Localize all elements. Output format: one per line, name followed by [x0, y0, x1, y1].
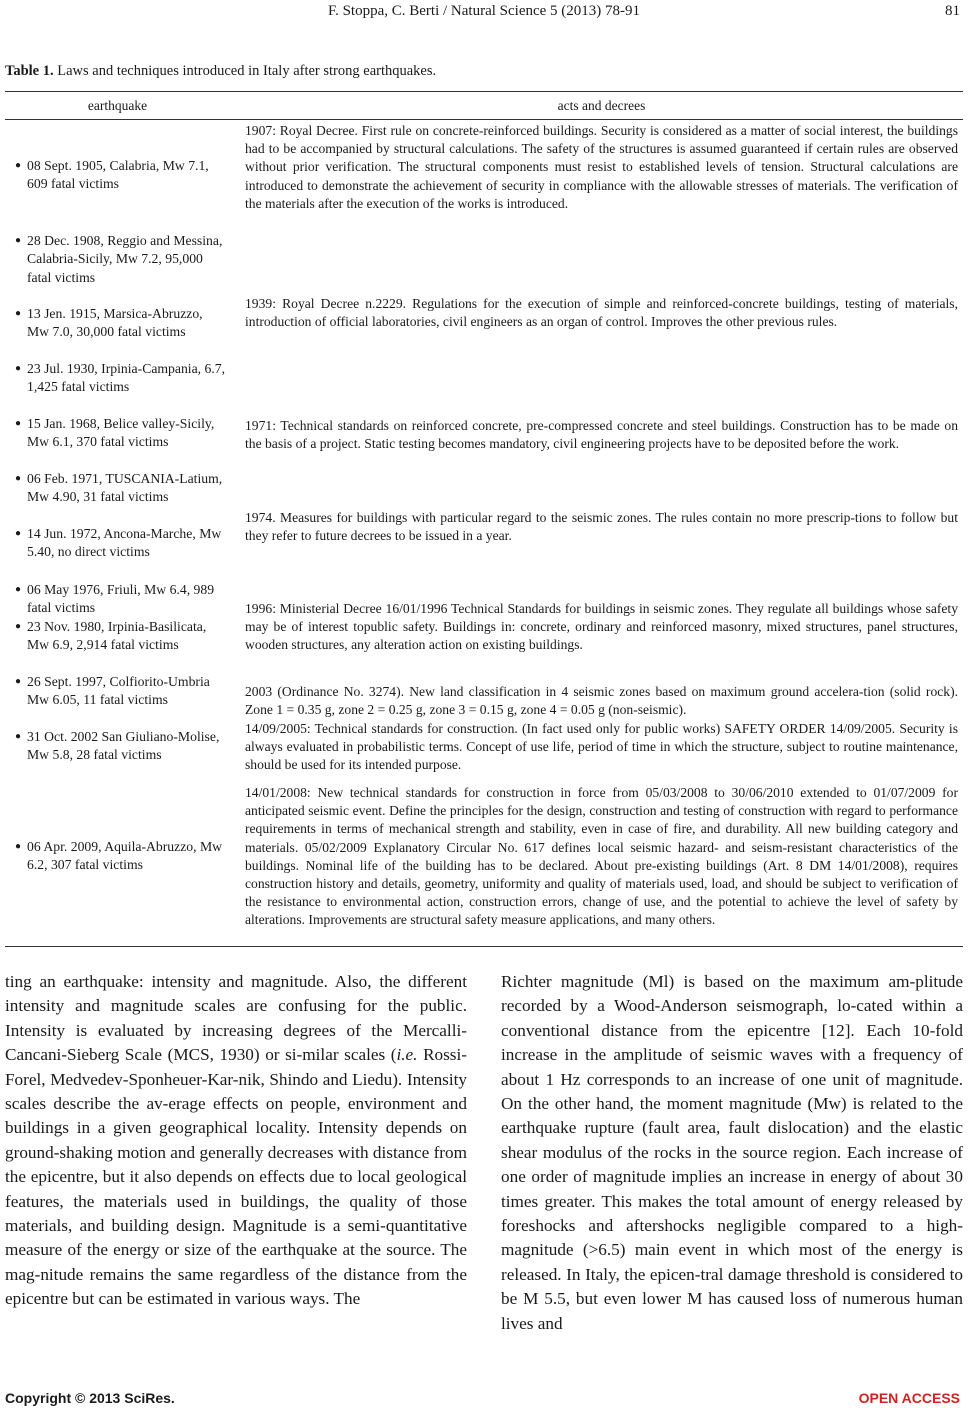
page-footer	[5, 1390, 960, 1412]
earthquake-item: ● 23 Jul. 1930, Irpinia-Campania, 6.7, 1,425 fatal victims	[15, 361, 226, 395]
earthquake-item: ● 06 Feb. 1971, TUSCANIA-Latium, Mw 4.90, 31 fatal victims	[15, 471, 223, 505]
bullet-icon: ●	[15, 528, 22, 539]
act-entry: 1971: Technical standards on reinforced concrete, pre-compressed concrete and steel buildings. Construction has to be made on the basis of a project. Static testing becomes mandatory, civil engineering projects have to be deposited before the work.	[245, 418, 958, 452]
bullet-icon: ●	[15, 363, 22, 374]
page-number: 81	[945, 3, 960, 19]
earthquake-item: ● 23 Nov. 1980, Irpinia-Basilicata, Mw 6.9, 2,914 fatal victims	[15, 619, 207, 653]
bullet-icon: ●	[15, 473, 22, 484]
column-header-acts: acts and decrees	[557, 98, 646, 113]
act-entry: 2003 (Ordinance No. 3274). New land classification in 4 seismic zones based on maximum ground accelera-tion (solid rock). Zone 1 = 0.35 g, zone 2 = 0.25 g, zone 3 = 0.15 g, zone 4 = 0.05 g (non-seismic).	[245, 684, 958, 718]
earthquake-item: ● 28 Dec. 1908, Reggio and Messina, Calabria-Sicily, Mw 7.2, 95,000 fatal victims	[15, 233, 223, 285]
table-header-row	[5, 92, 963, 120]
earthquake-item: ● 15 Jan. 1968, Belice valley-Sicily, Mw 6.1, 370 fatal victims	[15, 416, 215, 450]
table-body	[5, 120, 963, 946]
act-entry: 1907: Royal Decree. First rule on concrete-reinforced buildings. Security is considered as a matter of social interest, the buildings had to be accompanied by structural calculations. The safety of the structures is assumed guaranteed if certain rules are observed without prior verification. The structural components must resist to established levels of tension. Structural calculations are introduced to demonstrate the achievement of security in compliance with the allowable stresses of materials. The verification of the materials after the execution of the works is introduced.	[245, 123, 958, 211]
earthquake-item: ● 06 May 1976, Friuli, Mw 6.4, 989 fatal victims	[15, 582, 215, 616]
bullet-icon: ●	[15, 584, 22, 595]
bullet-icon: ●	[15, 308, 22, 319]
bullet-icon: ●	[15, 731, 22, 742]
bullet-icon: ●	[15, 841, 22, 852]
body-column-right: Richter magnitude (Ml) is based on the maximum am-plitude recorded by a Wood-Anderson seismograph, lo-cated within a conventional distance from the epicentre [12]. Each 10-fold increase in the amplitude of seismic waves with a frequency of about 1 Hz corresponds to an increase of one unit of magnitude. On the other hand, the moment magnitude (Mw) is related to the earthquake rupture (fault area, fault dislocation) and the elastic shear modulus of the rocks in the source region. Each increase of one order of magnitude implies an increase in energy of about 30 times greater. This makes the total amount of energy released by foreshocks and aftershocks negligible compared to a high-magnitude (>6.5) main event in which most of the energy is released. In Italy, the epicen-tral damage threshold is considered to be M 5.5, but even lower M has caused loss of numerous human lives and	[501, 972, 963, 1333]
earthquake-item: ● 14 Jun. 1972, Ancona-Marche, Mw 5.40, no direct victims	[15, 526, 222, 560]
laws-table	[5, 91, 963, 947]
table-caption-text: Laws and techniques introduced in Italy after strong earthquakes.	[53, 63, 437, 79]
earthquake-item: ● 26 Sept. 1997, Colfiorito-Umbria Mw 6.05, 11 fatal victims	[15, 674, 210, 708]
earthquake-item: ● 31 Oct. 2002 San Giuliano-Molise, Mw 5.8, 28 fatal victims	[15, 729, 220, 763]
bullet-icon: ●	[15, 418, 22, 429]
act-entry: 14/01/2008: New technical standards for construction in force from 05/03/2008 to 30/06/2010 extended to 01/07/2009 for anticipated seismic event. Define the principles for the design, construction and testing of construction with regard to performance requirements in terms of mechanical strength and stability, even in case of fire, and durability. All new building category and materials. 05/02/2009 Explanatory Circular No. 617 defines local seismic hazard- and seism-resistant characteristics of the buildings. Nominal life of the building has to be declared. About pre-existing buildings (Art. 8 DM 14/01/2008), requires construction history and details, geometry, uniformity and quality of materials used, load, and should be subject to verification of the resistance to environmental action, construction errors, change of use, and the potential to achieve the level of safety by alterations. Improvements are structural safety measure applications, and many others.	[245, 785, 958, 928]
bullet-icon: ●	[15, 676, 22, 687]
running-title: F. Stoppa, C. Berti / Natural Science 5 (2013) 78-91	[327, 3, 641, 19]
running-header	[0, 0, 968, 24]
bullet-icon: ●	[15, 160, 22, 171]
act-entry: 14/09/2005: Technical standards for construction. (In fact used only for public works) SAFETY ORDER 14/09/2005. Security is always evaluated in probabilistic terms. Concept of use life, period of time in which the structure, subject to routine maintenance, should be used for its intended purpose.	[245, 721, 958, 773]
body-column-left: ting an earthquake: intensity and magnitude. Also, the different intensity and magnitude scales are confusing for the public. Intensity is evaluated by increasing degrees of the Mercalli-Cancani-Sieberg Scale (MCS, 1930) or si-milar scales (i.e. Rossi-Forel, Medvedev-Sponheuer-Kar-nik, Shindo and Liedu). Intensity scales describe the av-erage effects on people, environment and buildings in a given geographical locality. Intensity depends on ground-shaking motion and generally decreases with distance from the epicentre, but it also depends on effects due to local geological features, the materials used in buildings, the quality of those materials, and building design. Magnitude is a semi-quantitative measure of the energy or size of the earthquake at the source. The mag-nitude remains the same regardless of the distance from the epicentre but can be estimated in various ways. The	[5, 972, 467, 1309]
copyright-notice: Copyright © 2013 SciRes.	[5, 1390, 175, 1406]
bullet-icon: ●	[15, 235, 22, 246]
table-caption-label: Table 1.	[5, 63, 54, 79]
open-access-label: OPEN ACCESS	[858, 1390, 960, 1406]
bullet-icon: ●	[15, 621, 22, 632]
act-entry: 1939: Royal Decree n.2229. Regulations for the execution of simple and reinforced-concrete buildings, testing of materials, introduction of official laboratories, civil engineers as an organ of control. Improves the other previous rules.	[245, 296, 958, 330]
table-caption	[5, 63, 436, 80]
emphasis-ie: i.e.	[396, 1045, 418, 1065]
column-header-earthquake: earthquake	[87, 98, 148, 113]
earthquake-item: ● 13 Jen. 1915, Marsica-Abruzzo, Mw 7.0, 30,000 fatal victims	[15, 306, 203, 340]
earthquake-item: ● 08 Sept. 1905, Calabria, Mw 7.1, 609 fatal victims	[15, 158, 209, 192]
act-entry: 1996: Ministerial Decree 16/01/1996 Technical Standards for buildings in seismic zones. They regulate all buildings whose safety may be of interest topublic safety. Buildings in: concrete, ordinary and reinforced masonry, mixed structures, panel structures, wooden structures, any alteration action on existing buildings.	[245, 601, 958, 653]
act-entry: 1974. Measures for buildings with particular regard to the seismic zones. The rules contain no more prescrip-tions to follow but they refer to future decrees to be issued in a year.	[245, 510, 958, 544]
earthquake-item: ● 06 Apr. 2009, Aquila-Abruzzo, Mw 6.2, 307 fatal victims	[15, 839, 223, 873]
